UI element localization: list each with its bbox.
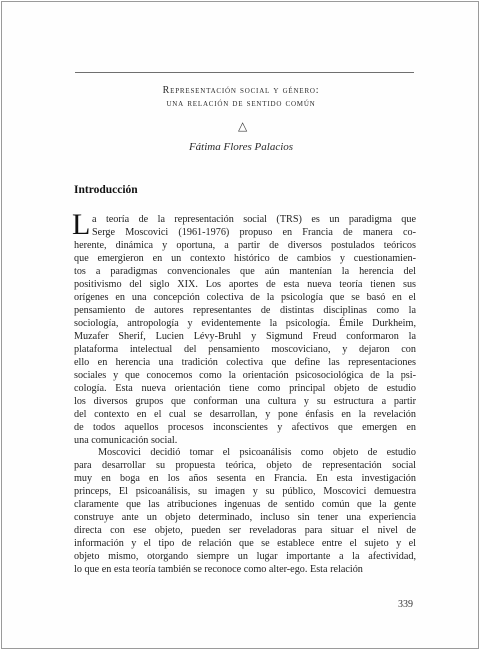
- triangle-ornament-icon: △: [238, 119, 248, 133]
- text-line: herente, dinámica y oportuna, a partir de diversos postulados teóricos: [74, 240, 416, 251]
- page-number: 339: [398, 599, 413, 610]
- text-line: del contexto en el cual se desarrollan, y pone énfasis en la revelación: [74, 409, 416, 420]
- text-line: construye ante un objeto determinado, incluso sin tener una experiencia: [74, 512, 416, 523]
- chapter-title-line-2: una relación de sentido común: [166, 98, 316, 109]
- text-line: Serge Moscovici (1961-1976) propuso en Francia de manera co-: [92, 227, 416, 238]
- text-line: información y el tipo de relación que se establece entre el sujeto y el: [74, 538, 416, 549]
- text-line: claramente que las atribuciones ingenuas de sentido común que la gente: [74, 499, 416, 510]
- text-line: Moscovici decidió tomar el psicoanálisis como objeto de estudio: [98, 447, 416, 458]
- section-heading: Introducción: [74, 184, 138, 196]
- document-page: [1, 1, 479, 649]
- text-line: princeps, El psicoanálisis, su imagen y su público, Moscovici demuestra: [74, 486, 416, 497]
- text-line: de todos aquellos procesos inconscientes y afectivos que emergen en: [74, 422, 416, 433]
- text-line: ello en herencia una tradición colectiva que define las representaciones: [74, 357, 416, 368]
- text-line: para desarrollar su propuesta teórica, objeto de representación social: [74, 460, 416, 471]
- text-line: sociales y que conocemos como la orientación psicosociológica de la psi-: [74, 370, 416, 381]
- text-line: cología. Esta nueva orientación tiene como principal objeto de estudio: [74, 383, 416, 394]
- text-line: tos a paradigmas convencionales que aún mantenían la herencia del: [74, 266, 416, 277]
- text-line: los diversos grupos que conforman una cultura y su estructura a partir: [74, 396, 416, 407]
- text-line: sociología, antropología y evidentemente la psicología. Émile Durkheim,: [74, 318, 416, 329]
- text-line: lo que en esta teoría también se reconoce como alter-ego. Esta relación: [74, 564, 363, 575]
- text-line: positivismo del siglo XIX. Los aportes de esta nueva teoría tienen sus: [74, 279, 416, 290]
- text-line: directa con ese objeto, pueden ser reveladoras para situar el nivel de: [74, 525, 416, 536]
- text-line: plataforma intelectual del pensamiento moscoviciano, y dejaron con: [74, 344, 416, 355]
- text-line: pensamiento de autores representantes de distintas disciplinas como la: [74, 305, 416, 316]
- text-line: una comunicación social.: [74, 435, 178, 446]
- text-line: muy en boga en los años sesenta en Francia. En esta investigación: [74, 473, 416, 484]
- author-name: Fátima Flores Palacios: [188, 141, 294, 153]
- text-line: orígenes en una concepción colectiva de la psicología que se basó en el: [74, 292, 416, 303]
- header-rule: [75, 72, 414, 73]
- text-line: a teoría de la representación social (TRS) es un paradigma que: [92, 214, 416, 225]
- chapter-title-line-1: Representación social y género:: [162, 85, 320, 96]
- text-line: objeto mismo, otorgando siempre un lugar importante a la afectividad,: [74, 551, 416, 562]
- text-line: que emergieron en un contexto histórico de cambios y cuestionamien-: [74, 253, 416, 264]
- text-line: Muzafer Sherif, Lucien Lévy-Bruhl y Sigmund Freud conformaron la: [74, 331, 416, 342]
- drop-cap: L: [72, 208, 91, 241]
